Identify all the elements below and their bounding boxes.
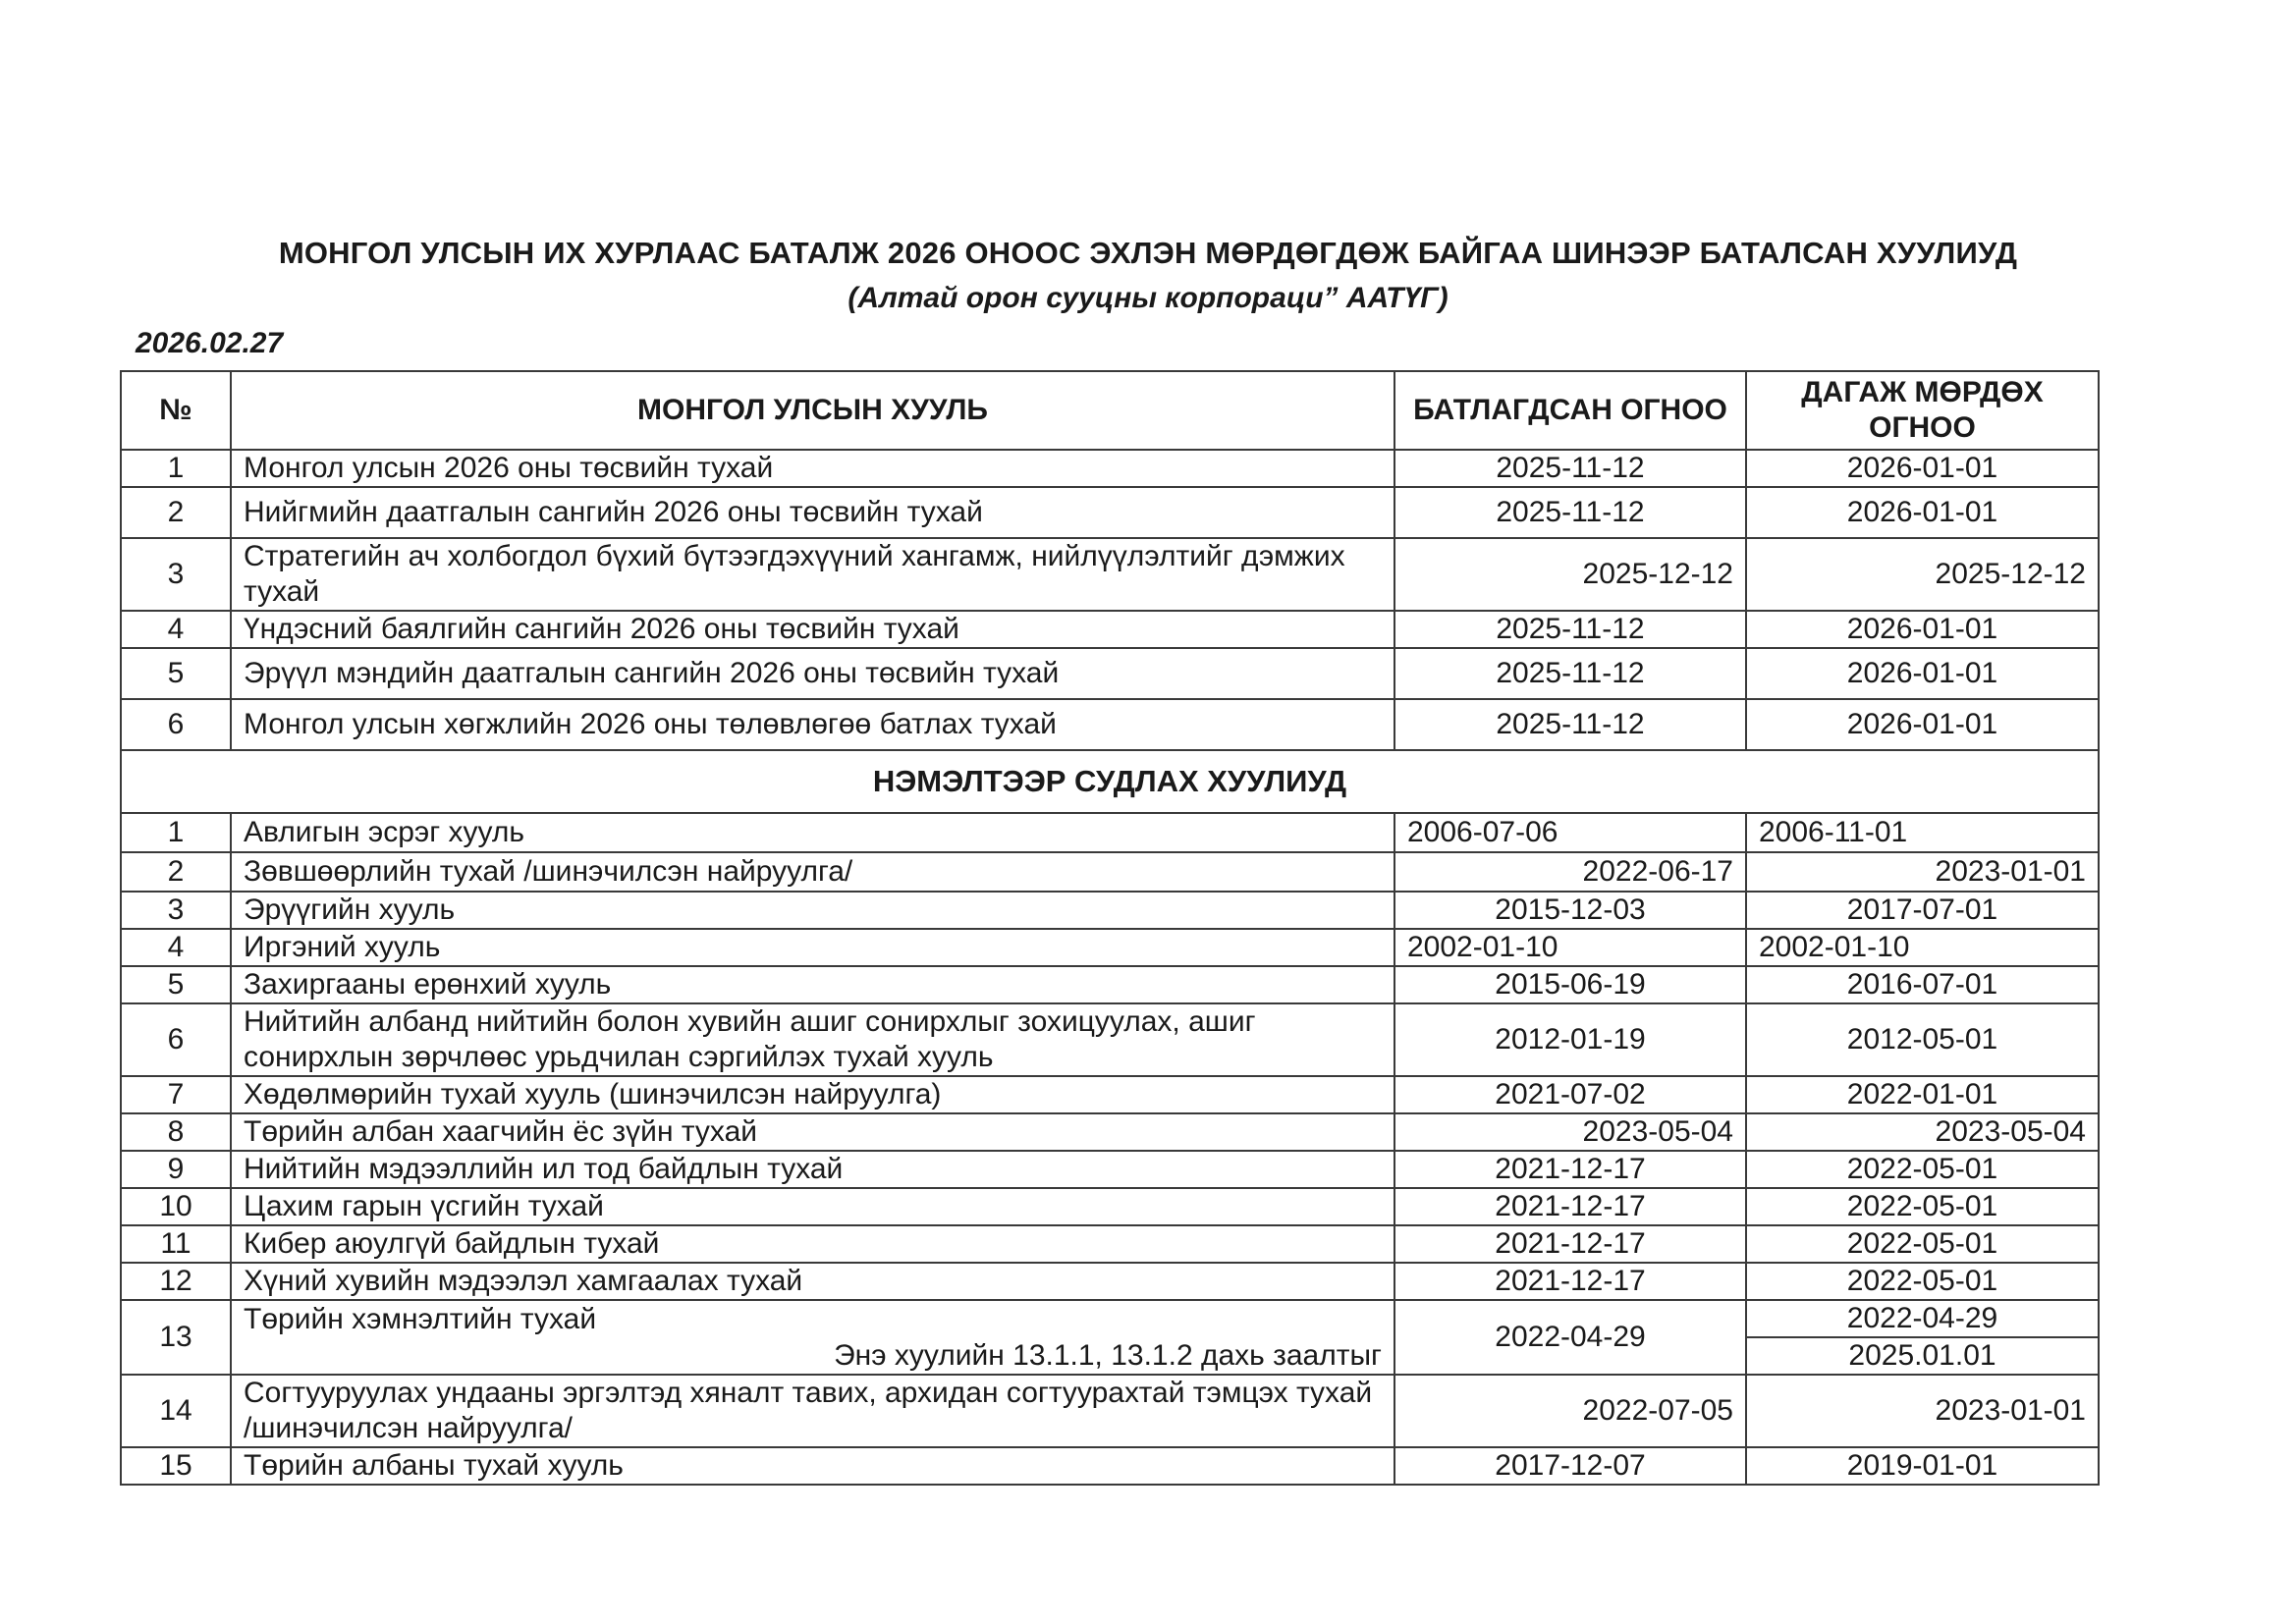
row-approved-date: 2025-11-12 [1394, 648, 1746, 699]
row-effective-date: 2022-05-01 [1746, 1263, 2099, 1300]
row-law-name: Иргэний хууль [231, 929, 1394, 966]
row-effective-date-note: 2025.01.01 [1746, 1337, 2099, 1375]
row-no: 12 [121, 1263, 231, 1300]
row-approved-date: 2023-05-04 [1394, 1113, 1746, 1151]
row-effective-date: 2023-01-01 [1746, 852, 2099, 892]
header-no: № [121, 371, 231, 450]
row-effective-date: 2025-12-12 [1746, 538, 2099, 611]
row-approved-date: 2021-12-17 [1394, 1188, 1746, 1225]
table-row [121, 892, 2099, 929]
row-law-note: Энэ хуулийн 13.1.1, 13.1.2 дахь заалтыг [231, 1337, 1394, 1375]
table-row [121, 1447, 2099, 1485]
row-no: 1 [121, 450, 231, 487]
table-row [121, 1076, 2099, 1113]
section-title: НЭМЭЛТЭЭР СУДЛАХ ХУУЛИУД [121, 750, 2099, 813]
row-law-name: Төрийн албаны тухай хууль [231, 1447, 1394, 1485]
row-law-name: Стратегийн ач холбогдол бүхий бүтээгдэхүүний хангамж, нийлүүлэлтийг дэмжих тухай [231, 538, 1394, 611]
table-row [121, 813, 2099, 852]
row-no: 1 [121, 813, 231, 852]
row-no: 14 [121, 1375, 231, 1447]
row-approved-date: 2012-01-19 [1394, 1003, 1746, 1076]
row-law-name: Цахим гарын үсгийн тухай [231, 1188, 1394, 1225]
row-law-name: Нийтийн мэдээллийн ил тод байдлын тухай [231, 1151, 1394, 1188]
row-no: 3 [121, 538, 231, 611]
section-header-row [121, 750, 2099, 813]
row-law-name: Эрүүл мэндийн даатгалын сангийн 2026 оны төсвийн тухай [231, 648, 1394, 699]
row-law-name: Кибер аюулгүй байдлын тухай [231, 1225, 1394, 1263]
row-effective-date: 2026-01-01 [1746, 699, 2099, 750]
row-effective-date: 2022-04-29 [1746, 1300, 2099, 1337]
row-effective-date: 2017-07-01 [1746, 892, 2099, 929]
row-law-name: Төрийн албан хаагчийн ёс зүйн тухай [231, 1113, 1394, 1151]
row-effective-date: 2016-07-01 [1746, 966, 2099, 1003]
laws-table [120, 370, 2100, 1486]
row-law-name: Согтууруулах ундааны эргэлтэд хяналт тавих, архидан согтуурахтай тэмцэх тухай /шинэчилсэн найруулга/ [231, 1375, 1394, 1447]
row-no: 9 [121, 1151, 231, 1188]
table-row [121, 1263, 2099, 1300]
table-row [121, 1225, 2099, 1263]
row-law-name: Хөдөлмөрийн тухай хууль (шинэчилсэн найруулга) [231, 1076, 1394, 1113]
table-row [121, 852, 2099, 892]
row-effective-date: 2019-01-01 [1746, 1447, 2099, 1485]
row-law-name: Зөвшөөрлийн тухай /шинэчилсэн найруулга/ [231, 852, 1394, 892]
row-effective-date: 2022-01-01 [1746, 1076, 2099, 1113]
row-approved-date: 2017-12-07 [1394, 1447, 1746, 1485]
row-effective-date: 2026-01-01 [1746, 648, 2099, 699]
row-effective-date: 2026-01-01 [1746, 487, 2099, 538]
row-law-name: Монгол улсын 2026 оны төсвийн тухай [231, 450, 1394, 487]
table-row [121, 966, 2099, 1003]
row-effective-date: 2023-01-01 [1746, 1375, 2099, 1447]
table-row [121, 611, 2099, 648]
row-approved-date: 2021-12-17 [1394, 1151, 1746, 1188]
row-effective-date: 2022-05-01 [1746, 1225, 2099, 1263]
row-effective-date: 2022-05-01 [1746, 1188, 2099, 1225]
row-no: 5 [121, 648, 231, 699]
row-approved-date: 2022-07-05 [1394, 1375, 1746, 1447]
row-law-name: Үндэсний баялгийн сангийн 2026 оны төсвийн тухай [231, 611, 1394, 648]
row-law-name: Төрийн хэмнэлтийн тухай [231, 1300, 1394, 1337]
table-row [121, 487, 2099, 538]
row-no: 3 [121, 892, 231, 929]
document-date: 2026.02.27 [136, 327, 284, 359]
row-approved-date: 2021-07-02 [1394, 1076, 1746, 1113]
table-row [121, 699, 2099, 750]
row-no: 2 [121, 852, 231, 892]
document-subtitle: (Алтай орон сууцны корпораци” ААТҮГ) [847, 282, 1449, 314]
row-law-name: Нийтийн албанд нийтийн болон хувийн ашиг сонирхлыг зохицуулах, ашиг сонирхлын зөрчлөөс урьдчилан сэргийлэх тухай хууль [231, 1003, 1394, 1076]
row-effective-date: 2002-01-10 [1746, 929, 2099, 966]
row-effective-date: 2006-11-01 [1746, 813, 2099, 852]
header-approved-date: БАТЛАГДСАН ОГНОО [1394, 371, 1746, 450]
table-row [121, 1003, 2099, 1076]
row-law-name: Нийгмийн даатгалын сангийн 2026 оны төсвийн тухай [231, 487, 1394, 538]
row-no: 7 [121, 1076, 231, 1113]
table-row [121, 450, 2099, 487]
row-no: 6 [121, 1003, 231, 1076]
row-no: 5 [121, 966, 231, 1003]
row-law-name: Эрүүгийн хууль [231, 892, 1394, 929]
row-law-name: Монгол улсын хөгжлийн 2026 оны төлөвлөгөө батлах тухай [231, 699, 1394, 750]
row-approved-date: 2006-07-06 [1394, 813, 1746, 852]
table-header-row [121, 371, 2099, 450]
row-no: 6 [121, 699, 231, 750]
row-approved-date: 2021-12-17 [1394, 1263, 1746, 1300]
row-effective-date: 2012-05-01 [1746, 1003, 2099, 1076]
row-effective-date: 2026-01-01 [1746, 611, 2099, 648]
table-row [121, 1113, 2099, 1151]
table-row [121, 929, 2099, 966]
header-law: МОНГОЛ УЛСЫН ХУУЛЬ [231, 371, 1394, 450]
table-row [121, 1375, 2099, 1447]
row-approved-date: 2002-01-10 [1394, 929, 1746, 966]
table-row [121, 1337, 2099, 1375]
table-row [121, 1300, 2099, 1337]
table-row [121, 1151, 2099, 1188]
row-approved-date: 2015-06-19 [1394, 966, 1746, 1003]
row-no: 11 [121, 1225, 231, 1263]
row-approved-date: 2025-11-12 [1394, 450, 1746, 487]
row-effective-date: 2022-05-01 [1746, 1151, 2099, 1188]
row-approved-date: 2025-11-12 [1394, 611, 1746, 648]
row-law-name: Авлигын эсрэг хууль [231, 813, 1394, 852]
row-effective-date: 2023-05-04 [1746, 1113, 2099, 1151]
document-title: МОНГОЛ УЛСЫН ИХ ХУРЛААС БАТАЛЖ 2026 ОНООС ЭХЛЭН МӨРДӨГДӨЖ БАЙГАА ШИНЭЭР БАТАЛСАН ХУУЛИУД [278, 236, 2018, 270]
row-approved-date: 2015-12-03 [1394, 892, 1746, 929]
table-row [121, 648, 2099, 699]
row-no: 4 [121, 611, 231, 648]
row-approved-date: 2025-12-12 [1394, 538, 1746, 611]
row-no: 2 [121, 487, 231, 538]
row-no: 4 [121, 929, 231, 966]
row-approved-date: 2025-11-12 [1394, 487, 1746, 538]
table-row [121, 1188, 2099, 1225]
row-law-name: Хүний хувийн мэдээлэл хамгаалах тухай [231, 1263, 1394, 1300]
row-no: 13 [121, 1300, 231, 1375]
row-approved-date: 2025-11-12 [1394, 699, 1746, 750]
row-no: 8 [121, 1113, 231, 1151]
row-no: 10 [121, 1188, 231, 1225]
row-approved-date: 2022-06-17 [1394, 852, 1746, 892]
row-no: 15 [121, 1447, 231, 1485]
row-effective-date: 2026-01-01 [1746, 450, 2099, 487]
table-row [121, 538, 2099, 611]
header-effective-date: ДАГАЖ МӨРДӨХ ОГНОО [1746, 371, 2099, 450]
row-approved-date: 2021-12-17 [1394, 1225, 1746, 1263]
row-law-name: Захиргааны ерөнхий хууль [231, 966, 1394, 1003]
row-approved-date: 2022-04-29 [1394, 1300, 1746, 1375]
